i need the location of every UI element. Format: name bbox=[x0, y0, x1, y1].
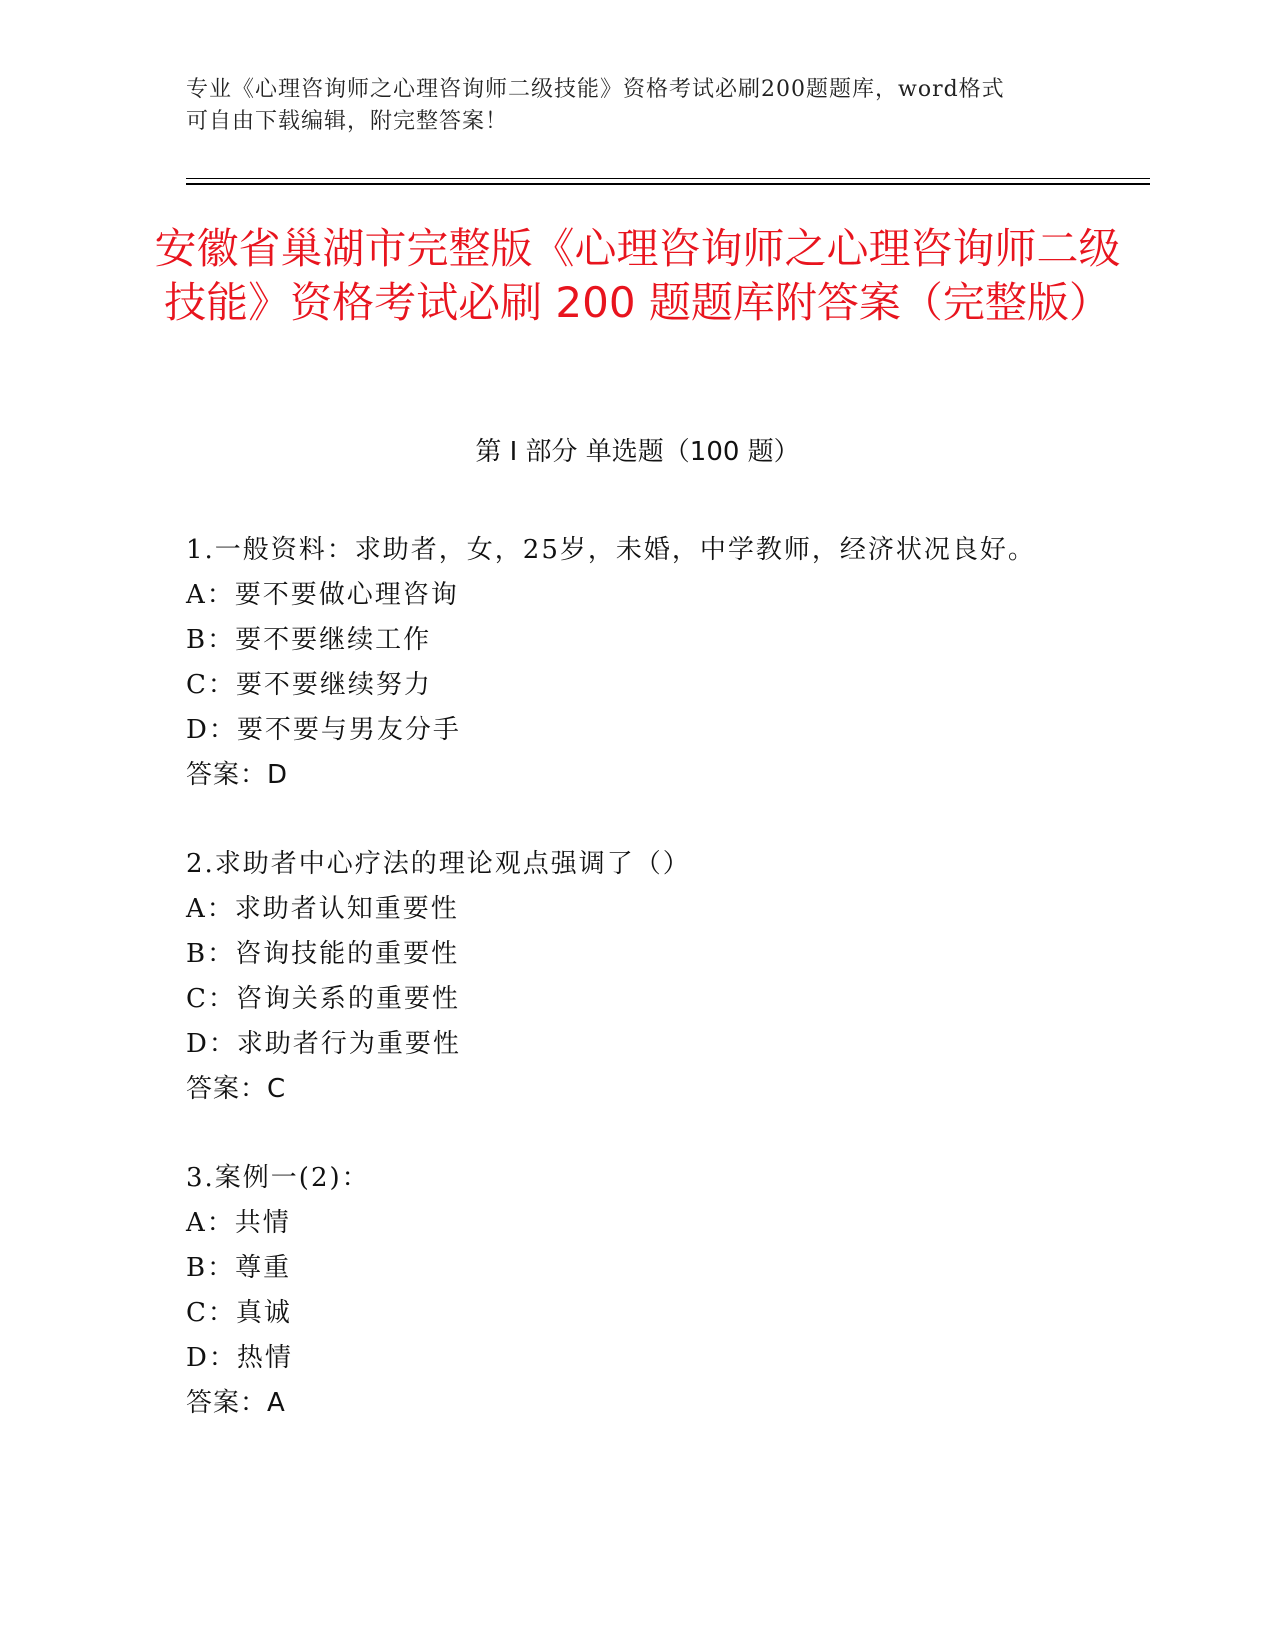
question-3 bbox=[186, 1156, 1146, 1426]
document-title: 安徽省巢湖市完整版《心理咨询师之心理咨询师二级技能》资格考试必刷 200 题题库附答案（完整版） bbox=[154, 224, 1121, 327]
option-d: D：热情 bbox=[186, 1343, 293, 1373]
option-c: C：真诚 bbox=[186, 1298, 292, 1328]
option-b: B：要不要继续工作 bbox=[186, 625, 432, 655]
answer: 答案：D bbox=[186, 760, 289, 790]
header-note bbox=[186, 74, 1066, 138]
option-b: B：咨询技能的重要性 bbox=[186, 939, 460, 969]
option-d: D：求助者行为重要性 bbox=[186, 1029, 461, 1059]
option-b: B：尊重 bbox=[186, 1253, 292, 1283]
option-d: D：要不要与男友分手 bbox=[186, 715, 461, 745]
question-stem: 1.一般资料：求助者，女，25岁，未婚，中学教师，经济状况良好。 bbox=[186, 535, 1036, 565]
option-c: C：要不要继续努力 bbox=[186, 670, 432, 700]
answer: 答案：A bbox=[186, 1388, 286, 1418]
option-a: A：要不要做心理咨询 bbox=[186, 580, 459, 610]
option-a: A：求助者认知重要性 bbox=[186, 894, 459, 924]
header-note-line-2: 可自由下载编辑，附完整答案！ bbox=[186, 109, 509, 134]
header-divider-thick bbox=[186, 183, 1150, 185]
option-a: A：共情 bbox=[186, 1208, 291, 1238]
question-1 bbox=[186, 528, 1146, 798]
header-note-line-1: 专业《心理咨询师之心理咨询师二级技能》资格考试必刷200题题库，word格式 bbox=[186, 77, 1005, 102]
question-stem: 2.求助者中心疗法的理论观点强调了（） bbox=[186, 849, 691, 879]
question-stem: 3.案例一(2)： bbox=[186, 1163, 370, 1193]
question-2 bbox=[186, 842, 1146, 1112]
header-divider-thin bbox=[186, 178, 1150, 179]
question-list bbox=[186, 528, 1146, 1470]
answer: 答案：C bbox=[186, 1074, 287, 1104]
option-c: C：咨询关系的重要性 bbox=[186, 984, 460, 1014]
section-title: 第 I 部分 单选题（100 题） bbox=[475, 437, 800, 467]
